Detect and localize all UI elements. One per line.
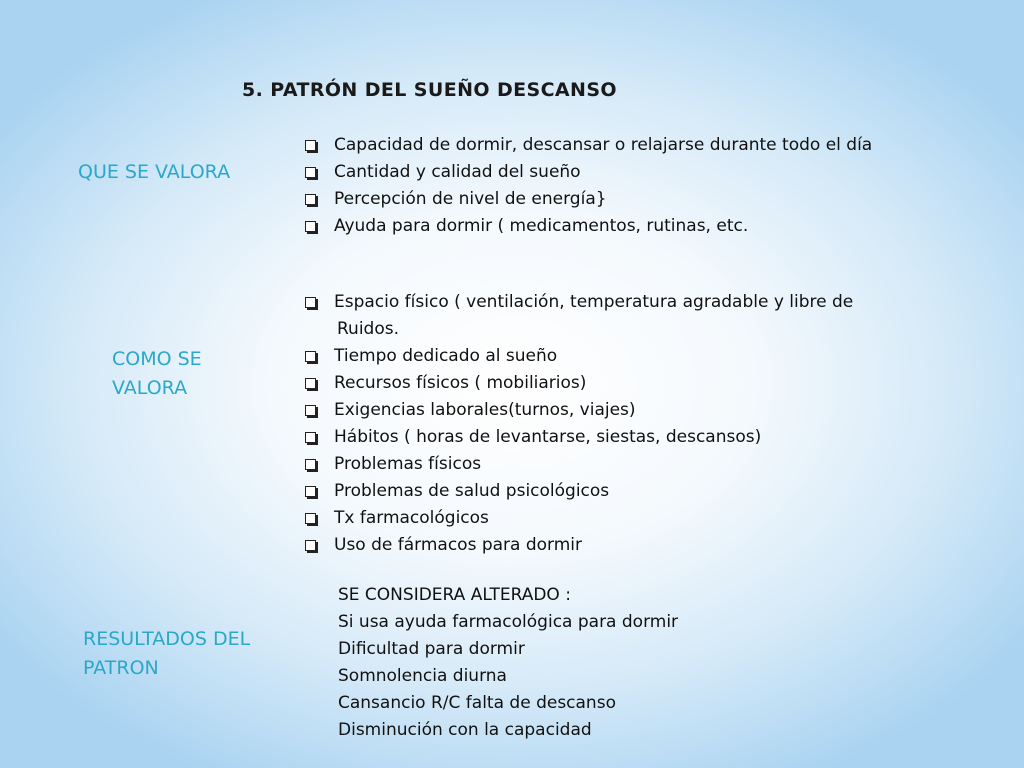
list-item-continuation: Ruidos. <box>337 319 399 339</box>
list-item <box>304 397 853 424</box>
list-item-text: Tiempo dedicado al sueño <box>334 346 558 366</box>
resultados-line: SE CONSIDERA ALTERADO : <box>338 585 571 605</box>
list-item <box>304 343 853 370</box>
label-resultados-del-patron <box>83 625 250 683</box>
list-item <box>304 478 853 505</box>
list-item-text: Uso de fármacos para dormir <box>334 535 583 555</box>
square-bullet-icon <box>305 405 316 416</box>
label-como-se-valora <box>112 345 202 403</box>
resultados-line: Si usa ayuda farmacológica para dormir <box>338 612 679 632</box>
slide-title: 5. PATRÓN DEL SUEÑO DESCANSO <box>242 79 617 101</box>
list-item-text: Problemas de salud psicológicos <box>334 481 610 501</box>
list-que-se-valora <box>304 132 872 240</box>
list-como-se-valora <box>304 289 853 559</box>
list-item <box>304 451 853 478</box>
list-item-text: Ayuda para dormir ( medicamentos, rutinas, etc. <box>334 216 749 236</box>
label-que-se-valora <box>78 158 230 187</box>
label-como-line2: VALORA <box>112 377 188 399</box>
square-bullet-icon <box>305 378 316 389</box>
square-bullet-icon <box>305 432 316 443</box>
list-item <box>304 132 872 159</box>
resultados-line: Somnolencia diurna <box>338 666 507 686</box>
square-bullet-icon <box>305 297 316 308</box>
resultados-text-block <box>338 582 678 744</box>
list-item <box>304 213 872 240</box>
square-bullet-icon <box>305 221 316 232</box>
list-item <box>304 159 872 186</box>
resultados-line: Disminución con la capacidad <box>338 720 592 740</box>
resultados-line: Dificultad para dormir <box>338 639 525 659</box>
list-item-text: Percepción de nivel de energía} <box>334 189 607 209</box>
square-bullet-icon <box>305 351 316 362</box>
label-como-line1: COMO SE <box>112 348 202 370</box>
label-resultados-line2: PATRON <box>83 657 159 679</box>
list-item-text: Recursos físicos ( mobiliarios) <box>334 373 587 393</box>
list-item-text: Cantidad y calidad del sueño <box>334 162 581 182</box>
list-item-text: Capacidad de dormir, descansar o relajarse durante todo el día <box>334 135 873 155</box>
label-que-se-valora-text: QUE SE VALORA <box>78 161 231 183</box>
square-bullet-icon <box>305 167 316 178</box>
square-bullet-icon <box>305 513 316 524</box>
list-item-text: Tx farmacológicos <box>334 508 489 528</box>
list-item <box>304 186 872 213</box>
list-item-text: Espacio físico ( ventilación, temperatura agradable y libre de <box>334 292 854 312</box>
resultados-line: Cansancio R/C falta de descanso <box>338 693 616 713</box>
label-resultados-line1: RESULTADOS DEL <box>83 628 251 650</box>
list-item <box>304 289 853 343</box>
list-item-text: Exigencias laborales(turnos, viajes) <box>334 400 636 420</box>
list-item <box>304 424 853 451</box>
list-item-text: Hábitos ( horas de levantarse, siestas, descansos) <box>334 427 762 447</box>
list-item <box>304 505 853 532</box>
list-item <box>304 532 853 559</box>
square-bullet-icon <box>305 486 316 497</box>
square-bullet-icon <box>305 540 316 551</box>
list-item <box>304 370 853 397</box>
square-bullet-icon <box>305 459 316 470</box>
square-bullet-icon <box>305 194 316 205</box>
list-item-text: Problemas físicos <box>334 454 482 474</box>
square-bullet-icon <box>305 140 316 151</box>
